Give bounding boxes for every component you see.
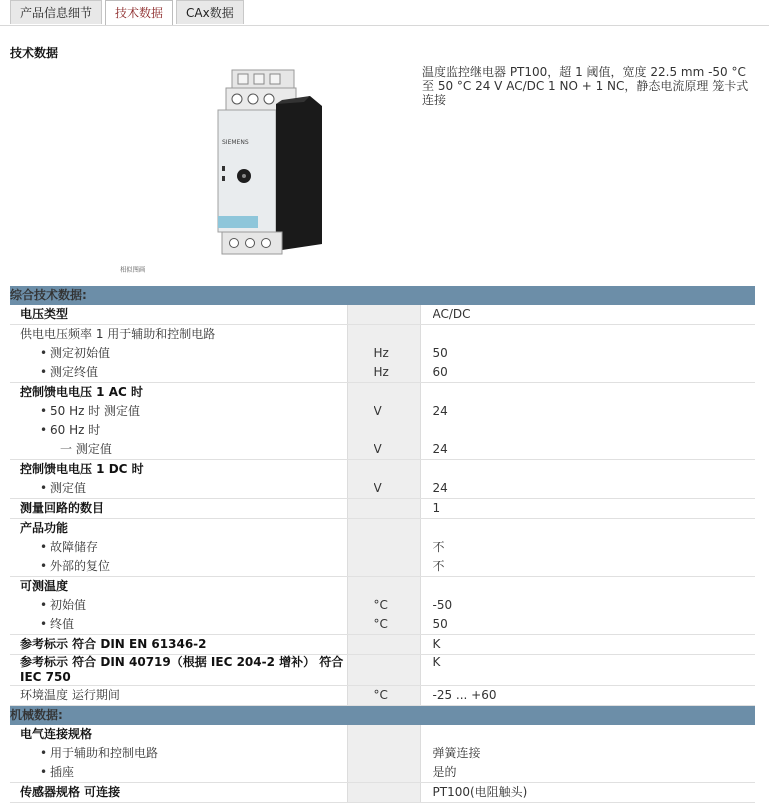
row-value-cell <box>420 686 755 706</box>
row-label-cell <box>10 686 347 706</box>
section-title: 综合技术数据: <box>10 286 755 305</box>
spec-label: • 测定初始值 <box>20 344 347 363</box>
spec-value: 弹簧连接 <box>432 746 481 760</box>
spec-label: • 用于辅助和控制电路 <box>20 744 347 763</box>
spec-value: AC/DC <box>432 307 471 321</box>
spec-value: 50 <box>432 617 448 631</box>
row-value-cell <box>420 305 755 325</box>
section-title: 机械数据: <box>10 706 755 726</box>
row-value-cell <box>420 460 755 499</box>
tab-technical-data[interactable]: 技术数据 <box>105 0 173 26</box>
table-row <box>10 655 755 686</box>
spec-label: 环境温度 运行期间 <box>20 688 120 702</box>
spec-value: -50 <box>432 598 453 612</box>
section-header <box>10 286 755 305</box>
table-row <box>10 325 755 383</box>
spec-unit <box>374 325 420 344</box>
spec-value: 不 <box>432 559 445 573</box>
row-label-cell <box>10 325 347 383</box>
spec-value: 50 <box>432 346 448 360</box>
row-label-cell <box>10 499 347 519</box>
image-caption: 相似图画 <box>120 265 146 274</box>
spec-unit <box>374 421 420 440</box>
spec-unit <box>374 577 420 596</box>
spec-unit <box>374 460 420 479</box>
spec-unit <box>374 763 420 782</box>
spec-value <box>433 325 756 344</box>
spec-value: -25 ... +60 <box>432 688 497 702</box>
table-row <box>10 383 755 460</box>
spec-value <box>433 519 756 538</box>
spec-value: K <box>432 637 441 651</box>
table-row <box>10 305 755 325</box>
spec-value <box>433 725 756 744</box>
spec-unit: °C <box>373 598 388 612</box>
spec-unit <box>374 383 420 402</box>
spec-label: • 插座 <box>20 763 347 782</box>
spec-unit: V <box>373 481 382 495</box>
spec-unit <box>374 783 420 802</box>
spec-label: • 故障储存 <box>20 538 347 557</box>
spec-value: 24 <box>432 442 448 456</box>
table-row <box>10 783 755 803</box>
spec-unit <box>374 499 420 518</box>
spec-label: • 50 Hz 时 测定值 <box>20 402 347 421</box>
spec-value: 24 <box>432 404 448 418</box>
row-unit-cell <box>347 655 420 686</box>
table-row <box>10 686 755 706</box>
spec-label: • 初始值 <box>20 596 347 615</box>
row-label-cell <box>10 655 347 686</box>
spec-label: 控制馈电电压 1 DC 时 <box>20 462 144 476</box>
row-unit-cell <box>347 499 420 519</box>
page-title: 技术数据 <box>10 46 59 60</box>
row-label-cell <box>10 383 347 460</box>
product-image <box>202 66 330 262</box>
spec-value: 不 <box>432 540 445 554</box>
row-value-cell <box>420 783 755 803</box>
spec-unit <box>374 744 420 763</box>
row-value-cell <box>420 577 755 635</box>
section-header <box>10 706 755 726</box>
spec-value: 1 <box>432 501 441 515</box>
spec-value: 24 <box>432 481 448 495</box>
row-unit-cell <box>347 577 420 635</box>
spec-value <box>433 577 756 596</box>
row-label-cell <box>10 305 347 325</box>
table-row <box>10 725 755 783</box>
spec-unit <box>374 557 420 576</box>
row-value-cell <box>420 635 755 655</box>
tab-bar-divider <box>0 25 769 26</box>
row-label-cell <box>10 577 347 635</box>
spec-value <box>433 383 756 402</box>
row-unit-cell <box>347 325 420 383</box>
tab-bar <box>10 0 244 26</box>
spec-value: 60 <box>432 365 448 379</box>
spec-value <box>433 421 756 440</box>
row-label-cell <box>10 725 347 783</box>
row-unit-cell <box>347 305 420 325</box>
brand-label: SIEMENS <box>222 139 249 146</box>
spec-unit: Hz <box>373 365 389 379</box>
row-value-cell <box>420 655 755 686</box>
row-label-cell <box>10 635 347 655</box>
tab-product-details[interactable]: 产品信息细节 <box>10 0 102 24</box>
row-value-cell <box>420 325 755 383</box>
spec-value <box>433 460 756 479</box>
technical-data-table <box>10 286 755 803</box>
row-unit-cell <box>347 383 420 460</box>
spec-unit <box>374 519 420 538</box>
row-unit-cell <box>347 635 420 655</box>
spec-unit: V <box>373 404 382 418</box>
row-unit-cell <box>347 519 420 577</box>
spec-label: • 测定值 <box>20 479 347 498</box>
table-row <box>10 460 755 499</box>
spec-unit <box>374 655 420 685</box>
spec-label: 一 测定值 <box>60 442 112 456</box>
product-description: 温度监控继电器 PT100，超 1 阈值，宽度 22.5 mm -50 °C 至 50 °C 24 V AC/DC 1 NO + 1 NC，静态电流原理 笼卡式连接 <box>422 65 749 107</box>
spec-label: 电气连接规格 <box>20 727 93 741</box>
spec-label: 参考标示 符合 DIN 40719（根据 IEC 204-2 增补） 符合 IEC 750 <box>20 655 344 684</box>
spec-unit <box>374 538 420 557</box>
row-label-cell <box>10 783 347 803</box>
tab-cax-data[interactable]: CAx数据 <box>176 0 244 24</box>
technical-data-body <box>10 286 755 803</box>
spec-value: PT100(电阻触头) <box>432 785 528 799</box>
spec-unit: Hz <box>373 346 389 360</box>
spec-label: 产品功能 <box>20 521 69 535</box>
row-unit-cell <box>347 783 420 803</box>
spec-value: K <box>432 655 441 669</box>
row-value-cell <box>420 383 755 460</box>
table-row <box>10 635 755 655</box>
spec-label: 传感器规格 可连接 <box>20 785 121 799</box>
spec-label: • 终值 <box>20 615 347 634</box>
row-unit-cell <box>347 725 420 783</box>
spec-label: 可测温度 <box>20 579 69 593</box>
table-row <box>10 519 755 577</box>
table-row <box>10 499 755 519</box>
row-label-cell <box>10 519 347 577</box>
row-unit-cell <box>347 686 420 706</box>
spec-label: • 外部的复位 <box>20 557 347 576</box>
row-value-cell <box>420 499 755 519</box>
row-value-cell <box>420 725 755 783</box>
table-row <box>10 577 755 635</box>
row-unit-cell <box>347 460 420 499</box>
spec-label: 参考标示 符合 DIN EN 61346-2 <box>20 637 207 651</box>
row-value-cell <box>420 519 755 577</box>
spec-label: 电压类型 <box>20 307 69 321</box>
spec-label: 控制馈电电压 1 AC 时 <box>20 385 143 399</box>
spec-label: 供电电压频率 1 用于辅助和控制电路 <box>20 327 216 341</box>
row-label-cell <box>10 460 347 499</box>
spec-unit: V <box>373 442 382 456</box>
spec-unit <box>374 635 420 654</box>
spec-unit: °C <box>373 617 388 631</box>
spec-label: • 测定终值 <box>20 363 347 382</box>
spec-label: 测量回路的数目 <box>20 501 105 515</box>
spec-unit <box>374 305 420 324</box>
spec-value: 是的 <box>432 765 457 779</box>
spec-unit: °C <box>373 688 388 702</box>
spec-unit <box>374 725 420 744</box>
spec-label: • 60 Hz 时 <box>20 421 347 440</box>
